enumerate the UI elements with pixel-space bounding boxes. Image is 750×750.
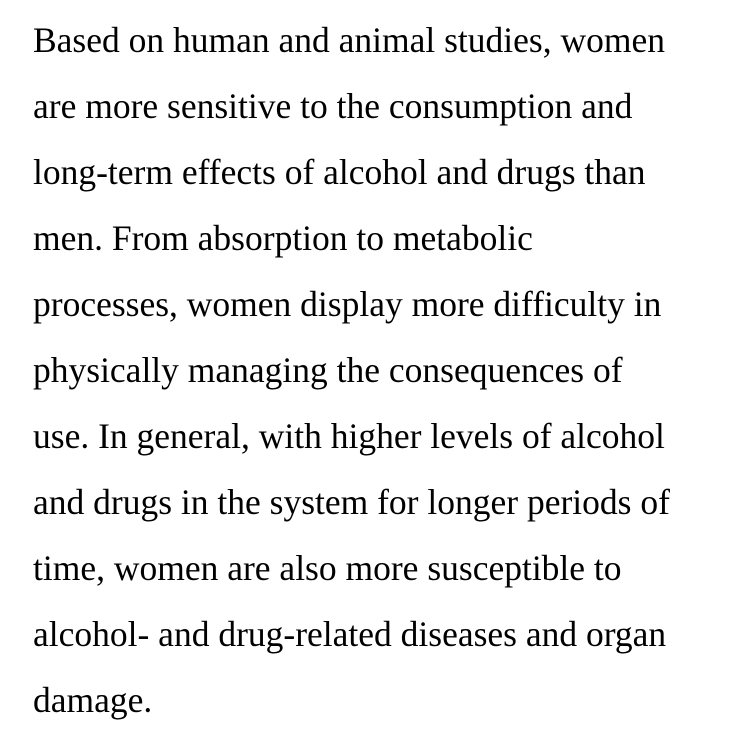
paragraph-line: men. From absorption to metabolic [33, 218, 533, 258]
body-paragraph [33, 7, 733, 733]
paragraph-line: time, women are also more susceptible to [33, 548, 622, 588]
paragraph-line: Based on human and animal studies, women [33, 20, 665, 60]
paragraph-line: and drugs in the system for longer periods of [33, 482, 670, 522]
paragraph-line: processes, women display more difficulty in [33, 284, 662, 324]
paragraph-line: alcohol- and drug-related diseases and organ [33, 614, 667, 654]
paragraph-line: use. In general, with higher levels of alcohol [33, 416, 665, 456]
paragraph-line: damage. [33, 680, 153, 720]
paragraph-line: long-term effects of alcohol and drugs than [33, 152, 646, 192]
paragraph-line: are more sensitive to the consumption and [33, 86, 633, 126]
paragraph-line: physically managing the consequences of [33, 350, 623, 390]
